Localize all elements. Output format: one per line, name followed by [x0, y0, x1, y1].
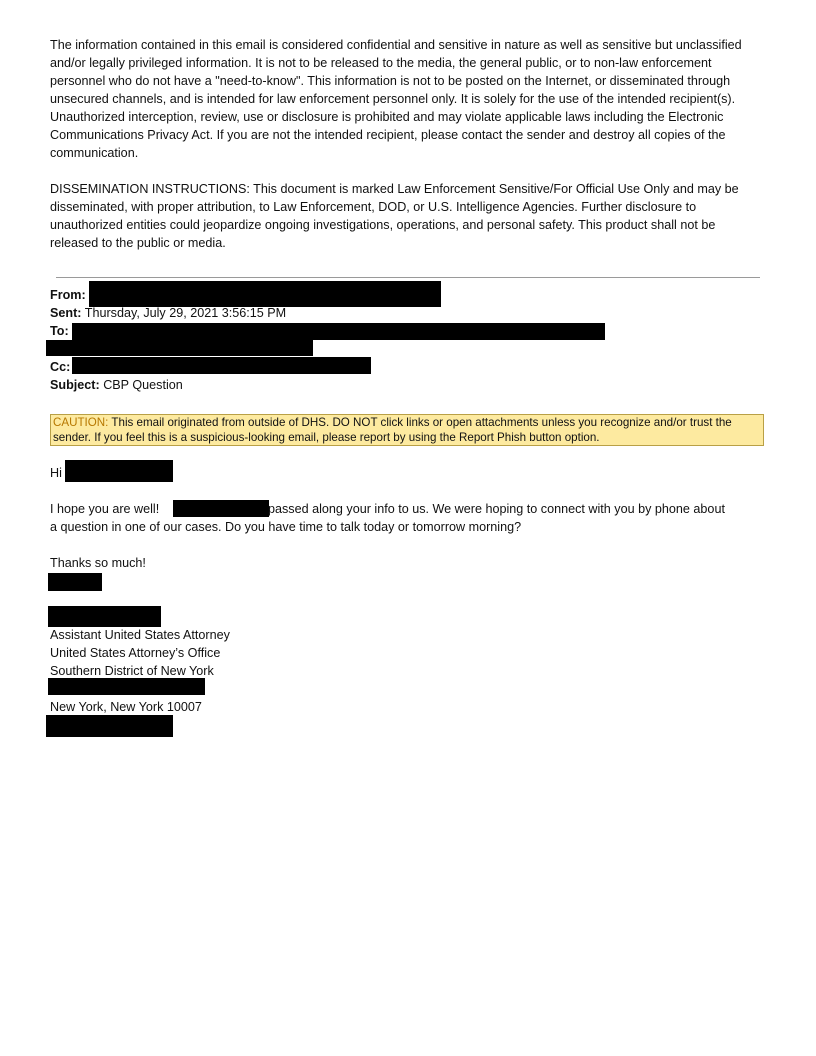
from-line	[50, 286, 86, 304]
header-divider	[56, 277, 760, 278]
caution-text: This email originated from outside of DHS. DO NOT click links or open attachments unless you recognize and/or trust the sender. If you feel this is a suspicious-looking email, please report by using the Report Phish button option.	[53, 416, 732, 444]
redacted-recipients-line1	[72, 323, 605, 340]
redacted-recipients-line2	[46, 340, 313, 356]
redacted-signature-name	[48, 606, 161, 627]
redacted-referrer-name	[173, 500, 269, 517]
redacted-cc	[72, 357, 371, 374]
dissemination-instructions: DISSEMINATION INSTRUCTIONS: This document is marked Law Enforcement Sensitive/For Official Use Only and may be disseminated, with proper attribution, to Law Enforcement, DOD, or U.S. Intelligence Agencies. Further disclosure to unauthorized entities could jeopardize ongoing investigations, operations, and personal safety. This product shall not be released to the public or media.	[50, 182, 739, 250]
signature-title: Assistant United States Attorney	[50, 628, 230, 642]
sent-line	[50, 304, 286, 322]
body-line-1-start: I hope you are well!	[50, 502, 160, 516]
signature-district: Southern District of New York	[50, 664, 214, 678]
signature-city: New York, New York 10007	[50, 700, 202, 714]
redacted-address	[48, 678, 205, 695]
body-line-1	[50, 500, 159, 518]
subject-line	[50, 376, 183, 394]
greeting	[50, 464, 62, 482]
greeting-text: Hi	[50, 466, 62, 480]
closing-thanks: Thanks so much!	[50, 556, 146, 570]
redacted-phone	[46, 715, 173, 737]
body-line-1-continued	[268, 500, 725, 518]
confidentiality-notice: The information contained in this email is considered confidential and sensitive in nature as well as sensitive but unclassified and/or legally privileged information. It is not to be released to the media, the general public, or to non-law enforcement personnel who do not have a "need-to-know". This information is not to be posted on the Internet, or disseminated through unsecured channels, and is intended for law enforcement personnel only. It is solely for the use of the intended recipient(s). Unauthorized interception, review, use or disclosure is prohibited and may violate applicable laws including the Electronic Communications Privacy Act. If you are not the intended recipient, please contact the sender and destroy all copies of the communication.	[50, 38, 742, 160]
signature-office: United States Attorney’s Office	[50, 646, 221, 660]
subject-value: CBP Question	[103, 378, 183, 392]
redacted-greeting-name	[65, 460, 173, 482]
body-line-1-end: passed along your info to us. We were hoping to connect with you by phone about	[268, 502, 725, 516]
redacted-signoff-name	[48, 573, 102, 591]
sent-value: Thursday, July 29, 2021 3:56:15 PM	[84, 306, 287, 320]
body-line-2: a question in one of our cases. Do you have time to talk today or tomorrow morning?	[50, 520, 522, 534]
sent-label: Sent:	[50, 306, 82, 320]
from-label: From:	[50, 288, 86, 302]
to-line	[50, 322, 69, 340]
external-email-caution-banner	[50, 414, 764, 446]
subject-label: Subject:	[50, 378, 100, 392]
cc-line	[50, 358, 70, 376]
caution-label: CAUTION:	[53, 416, 109, 429]
to-label: To:	[50, 324, 69, 338]
cc-label: Cc:	[50, 360, 71, 374]
